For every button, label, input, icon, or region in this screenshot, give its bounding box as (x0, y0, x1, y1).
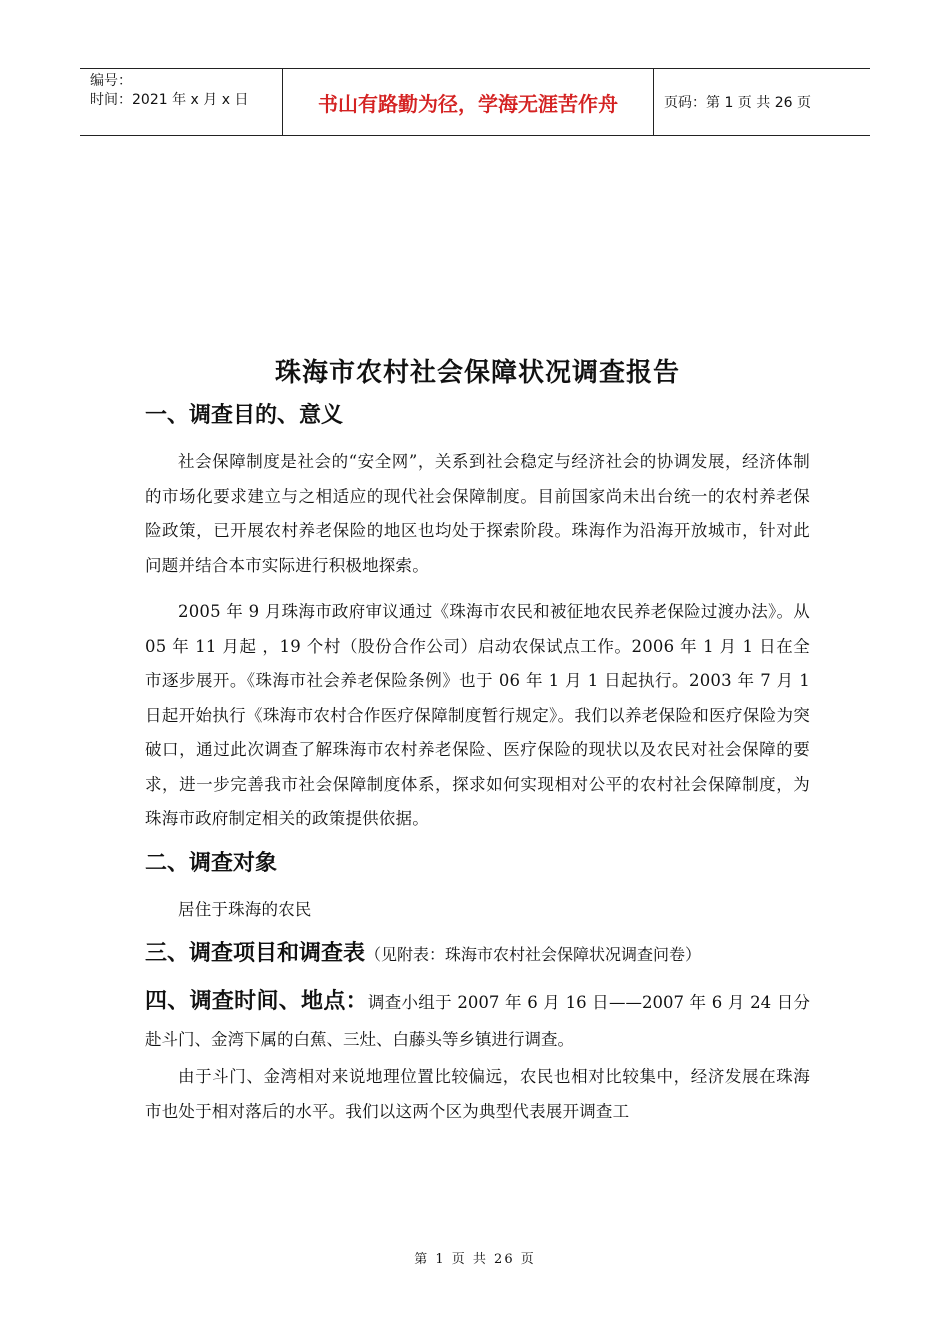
section-4-paragraph-2: 由于斗门、金湾相对来说地理位置比较偏远，农民也相对比较集中，经济发展在珠海市也处于相对落后的水平。我们以这两个区为典型代表展开调查工 (145, 1067, 810, 1121)
section-3-note: （见附表：珠海市农村社会保障状况调查问卷） (365, 945, 702, 964)
serial-label: 编号： (90, 73, 132, 89)
page-header (80, 68, 870, 136)
page-footer: 第 1 页 共 26 页 (414, 1252, 536, 1267)
section-3-heading (145, 939, 810, 970)
header-meta (80, 69, 282, 135)
section-4-inline-text: 调查小组于 2007 年 6 月 16 日——2007 年 6 月 24 日分赴斗门、金湾下属的白蕉、三灶、白藤头等乡镇进行调查。 (145, 993, 810, 1049)
section-3-heading-text: 三、调查项目和调查表 (145, 941, 366, 966)
time-label: 时间：2021 年 x 月 x 日 (90, 92, 249, 108)
section-4-heading: 四、调查时间、地点： (145, 989, 368, 1014)
section-1-paragraph-2: 2005 年 9 月珠海市政府审议通过《珠海市农民和被征地农民养老保险过渡办法》。从 05 年 11 月起 ，19 个村（股份合作公司）启动农保试点工作。2006 年 1 月 1 日在全市逐步展开。《珠海市社会养老保险条例》也于 06 年 1 月 1 日起执行。2003 年 7 月 1 日起开始执行《珠海市农村合作医疗保障制度暂行规定》。我们以养老保险和医疗保险为突破口，通过此次调查了解珠海市农村养老保险、医疗保险的现状以及农民对社会保障的要求，进一步完善我市社会保障制度体系，探求如何实现相对公平的农村社会保障制度，为珠海市政府制定相关的政策提供依据。 (145, 602, 810, 828)
header-motto: 书山有路勤为径，学海无涯苦作舟 (282, 69, 654, 135)
section-4-block (145, 984, 810, 1058)
section-2-heading: 二、调查对象 (145, 850, 278, 876)
header-page-info: 页码：第 1 页 共 26 页 (664, 95, 811, 111)
section-1-heading: 一、调查目的、意义 (145, 403, 344, 428)
document-body (145, 352, 810, 1141)
section-2-paragraph-1: 居住于珠海的农民 (178, 899, 312, 919)
document-title: 珠海市农村社会保障状况调查报告 (274, 358, 680, 388)
section-1-paragraph-1: 社会保障制度是社会的“安全网”，关系到社会稳定与经济社会的协调发展，经济体制的市场化要求建立与之相适应的现代社会保障制度。目前国家尚未出台统一的农村养老保险政策，已开展农村养老保险的地区也均处于探索阶段。珠海作为沿海开放城市，针对此问题并结合本市实际进行积极地探索。 (145, 452, 810, 575)
